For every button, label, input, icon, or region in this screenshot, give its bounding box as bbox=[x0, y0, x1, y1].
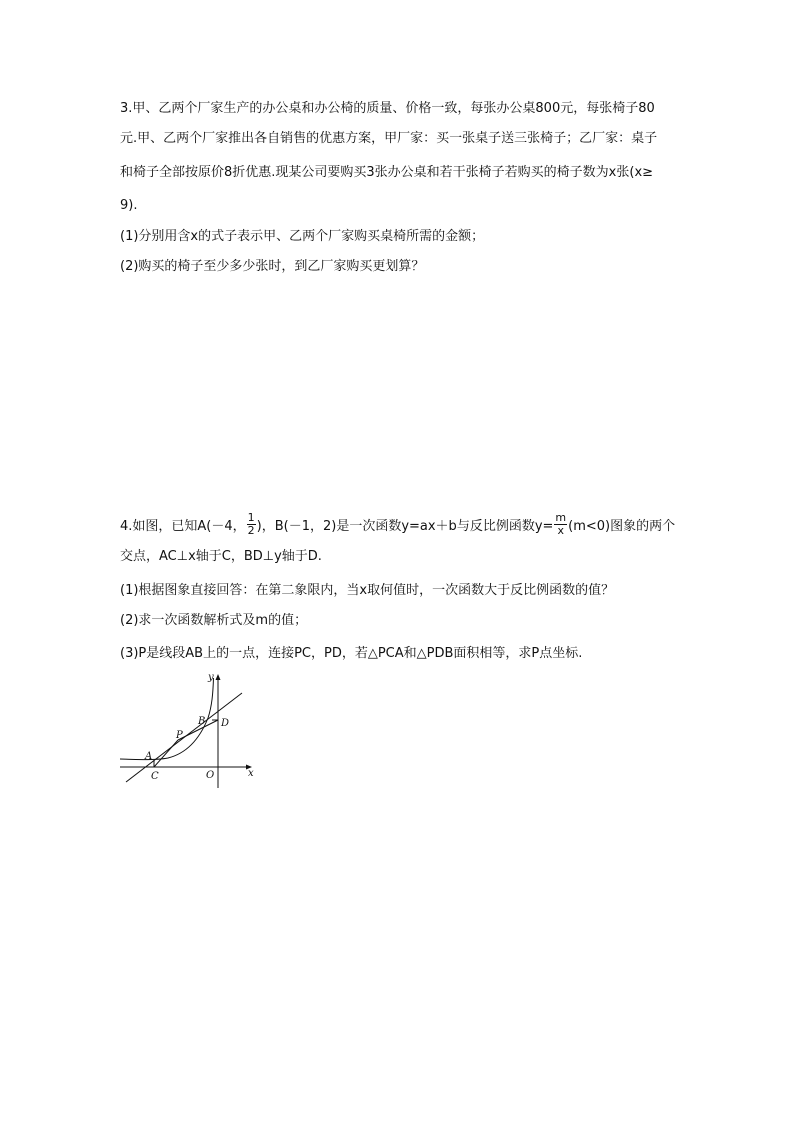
label-y: y bbox=[208, 672, 214, 683]
label-d: D bbox=[221, 718, 230, 729]
q3-line-2: 元.甲、乙两个厂家推出各自销售的优惠方案，甲厂家：买一张桌子送三张椅子；乙厂家：桌子 bbox=[120, 131, 658, 146]
q3-line-4: 9). bbox=[120, 198, 138, 213]
q4-line-2: 交点，AC⊥x轴于C，BD⊥y轴于D. bbox=[120, 549, 322, 564]
label-c: C bbox=[151, 771, 159, 782]
label-a: A bbox=[145, 751, 153, 762]
label-o: O bbox=[206, 770, 215, 781]
fraction-numerator: m bbox=[555, 511, 567, 524]
fraction-denominator: 2 bbox=[247, 524, 255, 537]
fraction-denominator: x bbox=[557, 524, 565, 537]
fraction-m-over-x bbox=[554, 512, 567, 537]
q4-line-1-c: (m<0)图象的两个 bbox=[568, 519, 676, 534]
q4-line-1 bbox=[120, 511, 676, 539]
label-x: x bbox=[248, 768, 254, 779]
label-b: B bbox=[198, 716, 206, 727]
fraction-numerator: 1 bbox=[247, 511, 255, 524]
q3-part-1: (1)分别用含x的式子表示甲、乙两个厂家购买桌椅所需的金额； bbox=[120, 229, 485, 244]
segment-pc bbox=[154, 740, 178, 767]
q4-part-2: (2)求一次函数解析式及m的值； bbox=[120, 613, 308, 628]
label-p: P bbox=[176, 730, 183, 741]
q4-part-1: (1)根据图象直接回答：在第二象限内，当x取何值时，一次函数大于反比例函数的值？ bbox=[120, 583, 615, 598]
q4-line-1-b: )，B(－1，2)是一次函数y=ax＋b与反比例函数y= bbox=[256, 519, 554, 534]
function-graph-figure bbox=[118, 668, 268, 790]
fraction-one-half bbox=[247, 512, 256, 537]
y-axis-arrow bbox=[216, 674, 221, 680]
q4-line-1-a: 4.如图，已知A(－4， bbox=[120, 519, 246, 534]
q4-part-3: (3)P是线段AB上的一点，连接PC，PD，若△PCA和△PDB面积相等，求P点坐标. bbox=[120, 646, 583, 661]
q3-part-2: (2)购买的椅子至少多少张时，到乙厂家购买更划算？ bbox=[120, 259, 425, 274]
q3-line-1: 3.甲、乙两个厂家生产的办公桌和办公椅的质量、价格一致，每张办公桌800元，每张椅子80 bbox=[120, 101, 655, 116]
q3-line-3: 和椅子全部按原价8折优惠.现某公司要购买3张办公桌和若干张椅子若购买的椅子数为x张(x≥ bbox=[120, 165, 654, 180]
